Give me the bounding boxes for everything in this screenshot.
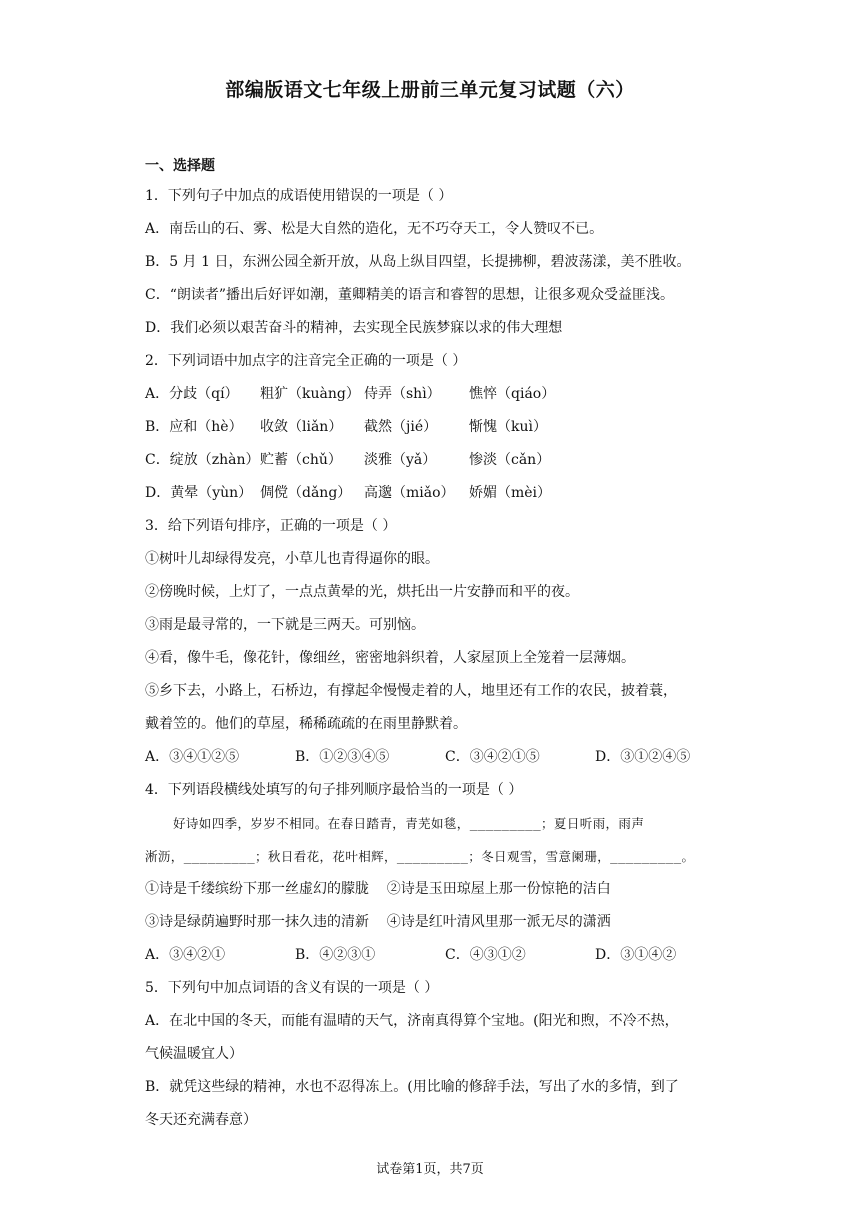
pinyin-word: D．黄晕（yùn） (145, 485, 253, 501)
question-4-sentence: ①诗是千缕缤纷下那一丝虚幻的朦胧 ②诗是玉田琼屋上那一份惊艳的洁白 (145, 881, 611, 897)
question-3-sentence: ④看，像牛毛，像花针，像细丝，密密地斜织着，人家屋顶上全笼着一层薄烟。 (145, 650, 635, 666)
pinyin-word: 憔悴（qiáo） (469, 386, 556, 402)
pinyin-word: 高邈（miǎo） (364, 485, 455, 501)
pinyin-word: 侍弄（shì） (364, 386, 441, 402)
question-1-option-b: B．5 月 1 日，东洲公园全新开放，从岛上纵目四望，长提拂柳，碧波荡漾，美不胜收。 (145, 254, 691, 270)
question-4-passage: 淅沥，_________；秋日看花，花叶相辉，_________；冬日观雪，雪意阑珊，_________。 (145, 849, 695, 864)
pinyin-word: A．分歧（qí） (145, 386, 239, 402)
pinyin-word: 粗犷（kuàng） (260, 386, 360, 402)
question-5-stem: 5．下列句中加点词语的含义有误的一项是（ ） (145, 980, 439, 996)
option-b: B．④②③① (295, 947, 376, 963)
question-section (145, 152, 717, 1137)
pinyin-word: 惨淡（cǎn） (469, 452, 551, 468)
pinyin-word: 倜傥（dǎng） (260, 485, 352, 501)
question-3-options (145, 741, 717, 774)
question-2-option-c (145, 444, 717, 477)
question-5-option-a-cont: 气候温暖宜人） (145, 1046, 243, 1062)
question-2-option-d (145, 477, 717, 510)
question-3-stem: 3．给下列语句排序，正确的一项是（ ） (145, 518, 397, 534)
pinyin-word: 淡雅（yǎ） (364, 452, 437, 468)
question-2-option-a (145, 378, 717, 411)
option-a: A．③④①②⑤ (145, 749, 240, 765)
question-3-sentence: ⑤乡下去，小路上，石桥边，有撑起伞慢慢走着的人，地里还有工作的农民，披着蓑， (145, 683, 677, 699)
question-3-sentence: ①树叶儿却绿得发亮，小草儿也青得逼你的眼。 (145, 551, 439, 567)
pinyin-word: 惭愧（kuì） (469, 419, 547, 435)
section-heading: 一、选择题 (145, 158, 215, 174)
question-1-option-c: C．“朗读者”播出后好评如潮，董卿精美的语言和睿智的思想，让很多观众受益匪浅。 (145, 287, 675, 303)
pinyin-word: 截然（jié） (364, 419, 438, 435)
question-1-stem: 1．下列句子中加点的成语使用错误的一项是（ ） (145, 188, 453, 204)
pinyin-word: C．绽放（zhàn） (145, 452, 260, 468)
question-5-option-b-cont: 冬天还充满春意） (145, 1112, 257, 1128)
pinyin-word: B．应和（hè） (145, 419, 243, 435)
option-b: B．①②③④⑤ (295, 749, 390, 765)
page-title: 部编版语文七年级上册前三单元复习试题（六） (225, 79, 635, 101)
pinyin-word: 贮蓄（chǔ） (260, 452, 342, 468)
question-3-sentence: ②傍晚时候，上灯了，一点点黄晕的光，烘托出一片安静而和平的夜。 (145, 584, 579, 600)
option-d: D．③①④② (595, 947, 677, 963)
question-4-sentence: ③诗是绿荫遍野时那一抹久违的清新 ④诗是红叶清风里那一派无尽的潇洒 (145, 914, 611, 930)
option-c: C．④③①② (445, 947, 526, 963)
option-c: C．③④②①⑤ (445, 749, 540, 765)
question-4-options (145, 939, 717, 972)
question-4-stem: 4．下列语段横线处填写的句子排列顺序最恰当的一项是（ ） (145, 782, 523, 798)
pinyin-word: 娇媚（mèi） (469, 485, 552, 501)
question-1-option-d: D．我们必须以艰苦奋斗的精神，去实现全民族梦寐以求的伟大理想 (145, 320, 563, 336)
question-1-option-a: A．南岳山的石、雾、松是大自然的造化，无不巧夺天工，令人赞叹不已。 (145, 221, 604, 237)
question-2-option-b (145, 411, 717, 444)
option-a: A．③④②① (145, 947, 226, 963)
page-footer: 试卷第1页，共7页 (376, 1162, 484, 1177)
pinyin-word: 收敛（liǎn） (260, 419, 343, 435)
question-2-stem: 2．下列词语中加点字的注音完全正确的一项是（ ） (145, 353, 467, 369)
question-5-option-a: A．在北中国的冬天，而能有温晴的天气，济南真得算个宝地。(阳光和煦，不冷不热， (145, 1013, 679, 1029)
option-d: D．③①②④⑤ (595, 749, 691, 765)
question-5-option-b: B．就凭这些绿的精神，水也不忍得冻上。(用比喻的修辞手法，写出了水的多情，到了 (145, 1079, 679, 1095)
question-3-sentence: ③雨是最寻常的，一下就是三两天。可别恼。 (145, 617, 425, 633)
question-3-sentence: 戴着笠的。他们的草屋，稀稀疏疏的在雨里静默着。 (145, 716, 467, 732)
question-4-passage: 好诗如四季，岁岁不相同。在春日踏青，青芜如毯，_________；夏日听雨，雨声 (173, 816, 645, 831)
